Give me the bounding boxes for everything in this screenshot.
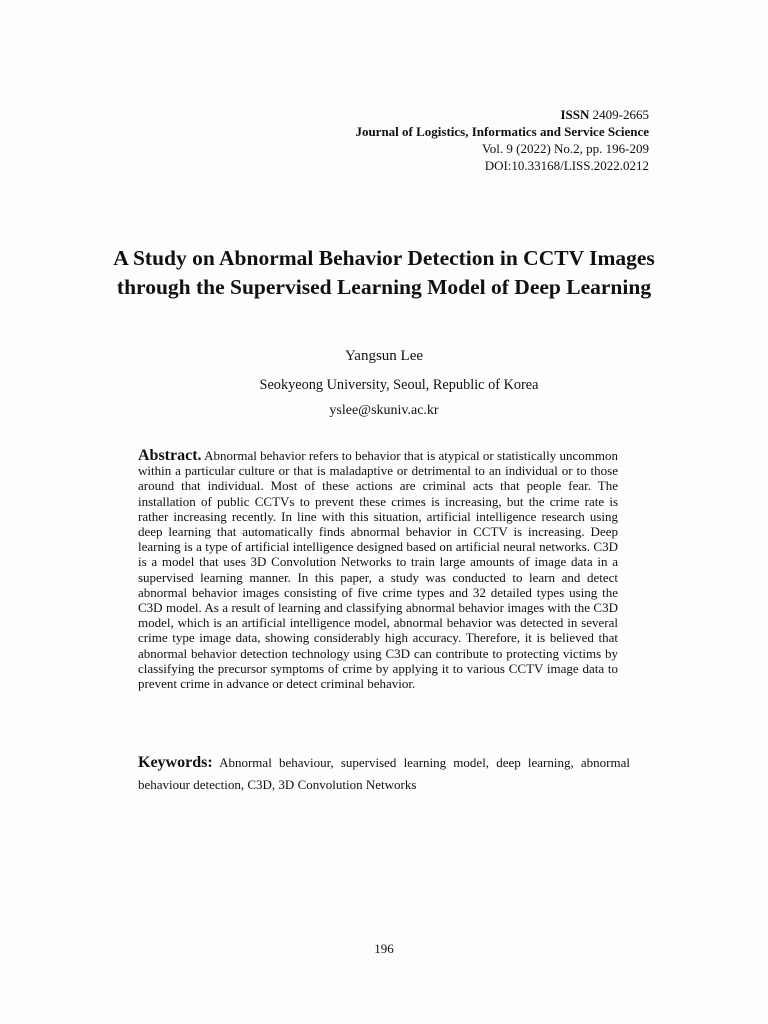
- volume-info: Vol. 9 (2022) No.2, pp. 196-209: [482, 141, 649, 156]
- page-number: 196: [374, 941, 394, 956]
- author-name: Yangsun Lee: [344, 348, 424, 364]
- keywords-label: Keywords:: [138, 754, 213, 771]
- abstract-label: Abstract.: [138, 447, 202, 464]
- keywords-section: [138, 752, 630, 796]
- doi: DOI:10.33168/LISS.2022.0212: [484, 158, 649, 173]
- issn-line: [355, 106, 649, 123]
- abstract-text: Abnormal behavior refers to behavior that is atypical or statistically uncommon within a particular culture or that is maladaptive or detrimental to an individual or to those around that individual. Most of these actions are criminal acts that people fear. The installation of public CCTVs to prevent these crimes is increasing, but the crime rate is rather increasing recently. In line with this situation, artificial intelligence research using deep learning that automatically finds abnormal behavior in CCTV is increasing. Deep learning is a type of artificial intelligence designed based on artificial neural networks. C3D is a model that uses 3D Convolution Networks to train large amounts of image data in a supervised learning manner. In this paper, a study was conducted to learn and detect abnormal behavior images consisting of five crime types and 32 detailed types using the C3D model. As a result of learning and classifying abnormal behavior images with the C3D model, which is an artificial intelligence model, abnormal behavior was detected in several crime type image data, showing considerably high accuracy. Therefore, it is believed that abnormal behavior detection technology using C3D can contribute to protecting victims by classifying the precursor symptoms of crime by applying it to various CCTV image data to prevent crime in advance or detect criminal behavior.: [138, 448, 618, 692]
- keywords-text: Abnormal behaviour, supervised learning model, deep learning, abnormal behaviour detection, C3D, 3D Convolution Networks: [138, 755, 630, 792]
- issn-value: 2409-2665: [592, 107, 649, 122]
- issn-label: ISSN: [560, 107, 590, 122]
- author-email: yslee@skuniv.ac.kr: [329, 403, 439, 418]
- paper-title: A Study on Abnormal Behavior Detection in CCTV Images through the Supervised Learning Model of Deep Learning: [113, 246, 655, 299]
- journal-header: [355, 106, 649, 174]
- author-affiliation: Seokyeong University, Seoul, Republic of Korea: [259, 377, 539, 393]
- abstract-section: [138, 448, 618, 691]
- journal-name: Journal of Logistics, Informatics and Service Science: [355, 124, 649, 139]
